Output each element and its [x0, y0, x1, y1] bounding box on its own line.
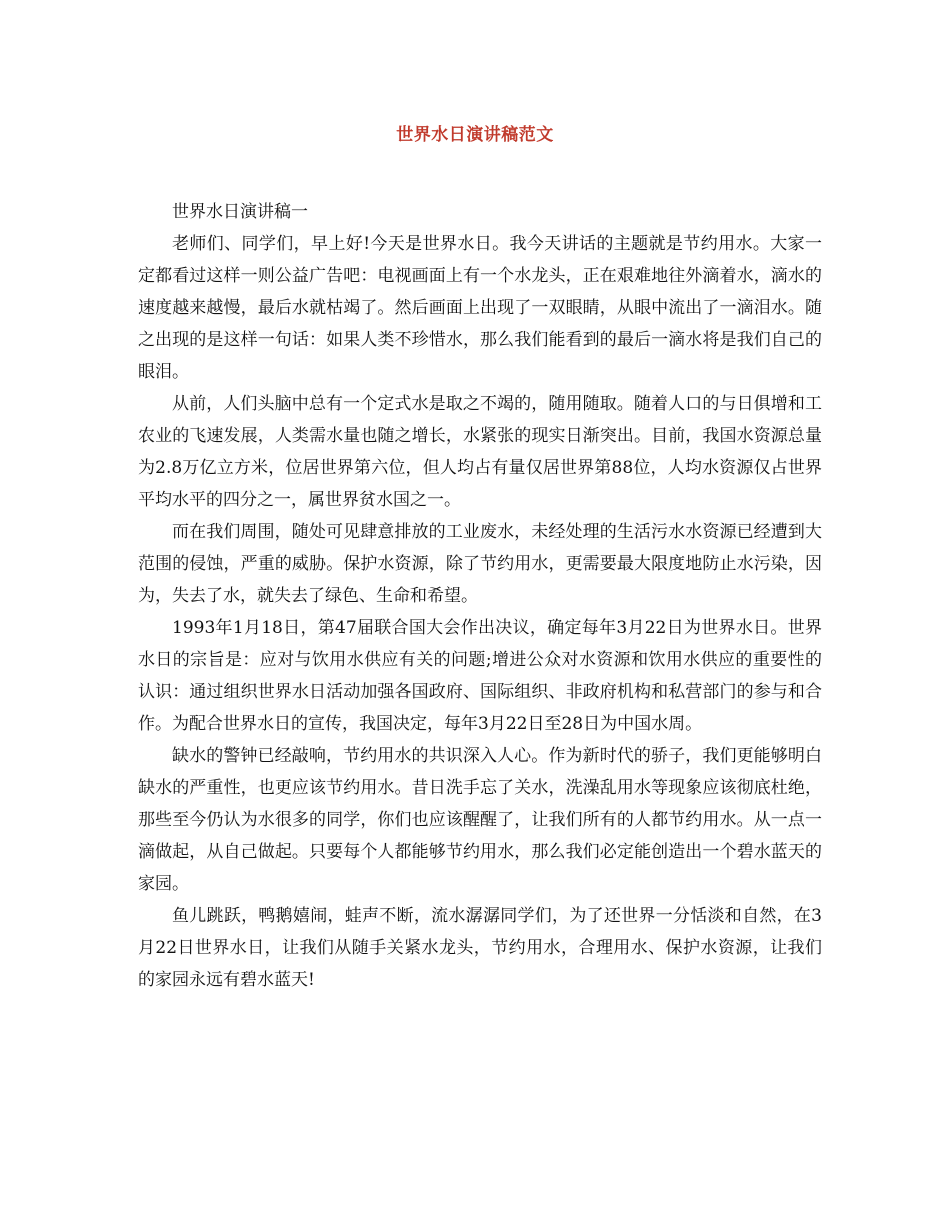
paragraph: 老师们、同学们，早上好!今天是世界水日。我今天讲话的主题就是节约用水。大家一定都看过这样一则公益广告吧：电视画面上有一个水龙头，正在艰难地往外滴着水，滴水的速度越来越慢，最后水就枯竭了。然后画面上出现了一双眼睛，从眼中流出了一滴泪水。随之出现的是这样一句话：如果人类不珍惜水，那么我们能看到的最后一滴水将是我们自己的眼泪。 — [138, 234, 822, 382]
paragraph: 1993年1月18日，第47届联合国大会作出决议，确定每年3月22日为世界水日。世界水日的宗旨是：应对与饮用水供应有关的问题;增进公众对水资源和饮用水供应的重要性的认识：通过组织世界水日活动加强各国政府、国际组织、非政府机构和私营部门的参与和合作。为配合世界水日的宣传，我国决定，每年3月22日至28日为中国水周。 — [138, 618, 822, 734]
paragraph: 鱼儿跳跃，鸭鹅嬉闹，蛙声不断，流水潺潺同学们，为了还世界一分恬淡和自然，在3月22日世界水日，让我们从随手关紧水龙头，节约用水，合理用水、保护水资源，让我们的家园永远有碧水蓝天! — [138, 906, 822, 990]
paragraph: 而在我们周围，随处可见肆意排放的工业废水，未经处理的生活污水水资源已经遭到大范围的侵蚀，严重的威胁。保护水资源，除了节约用水，更需要最大限度地防止水污染，因为，失去了水，就失去了绿色、生命和希望。 — [138, 522, 822, 606]
document-title: 世界水日演讲稿范文 — [396, 125, 554, 145]
paragraph: 从前，人们头脑中总有一个定式水是取之不竭的，随用随取。随着人口的与日俱增和工农业的飞速发展，人类需水量也随之增长，水紧张的现实日渐突出。目前，我国水资源总量为2.8万亿立方米，位居世界第六位，但人均占有量仅居世界第88位，人均水资源仅占世界平均水平的四分之一，属世界贫水国之一。 — [138, 394, 822, 510]
document-body — [138, 196, 822, 996]
paragraph: 缺水的警钟已经敲响，节约用水的共识深入人心。作为新时代的骄子，我们更能够明白缺水的严重性，也更应该节约用水。昔日洗手忘了关水，洗澡乱用水等现象应该彻底杜绝，那些至今仍认为水很多的同学，你们也应该醒醒了，让我们所有的人都节约用水。从一点一滴做起，从自己做起。只要每个人都能够节约用水，那么我们必定能创造出一个碧水蓝天的家园。 — [138, 746, 822, 894]
section-heading: 世界水日演讲稿一 — [172, 202, 308, 222]
